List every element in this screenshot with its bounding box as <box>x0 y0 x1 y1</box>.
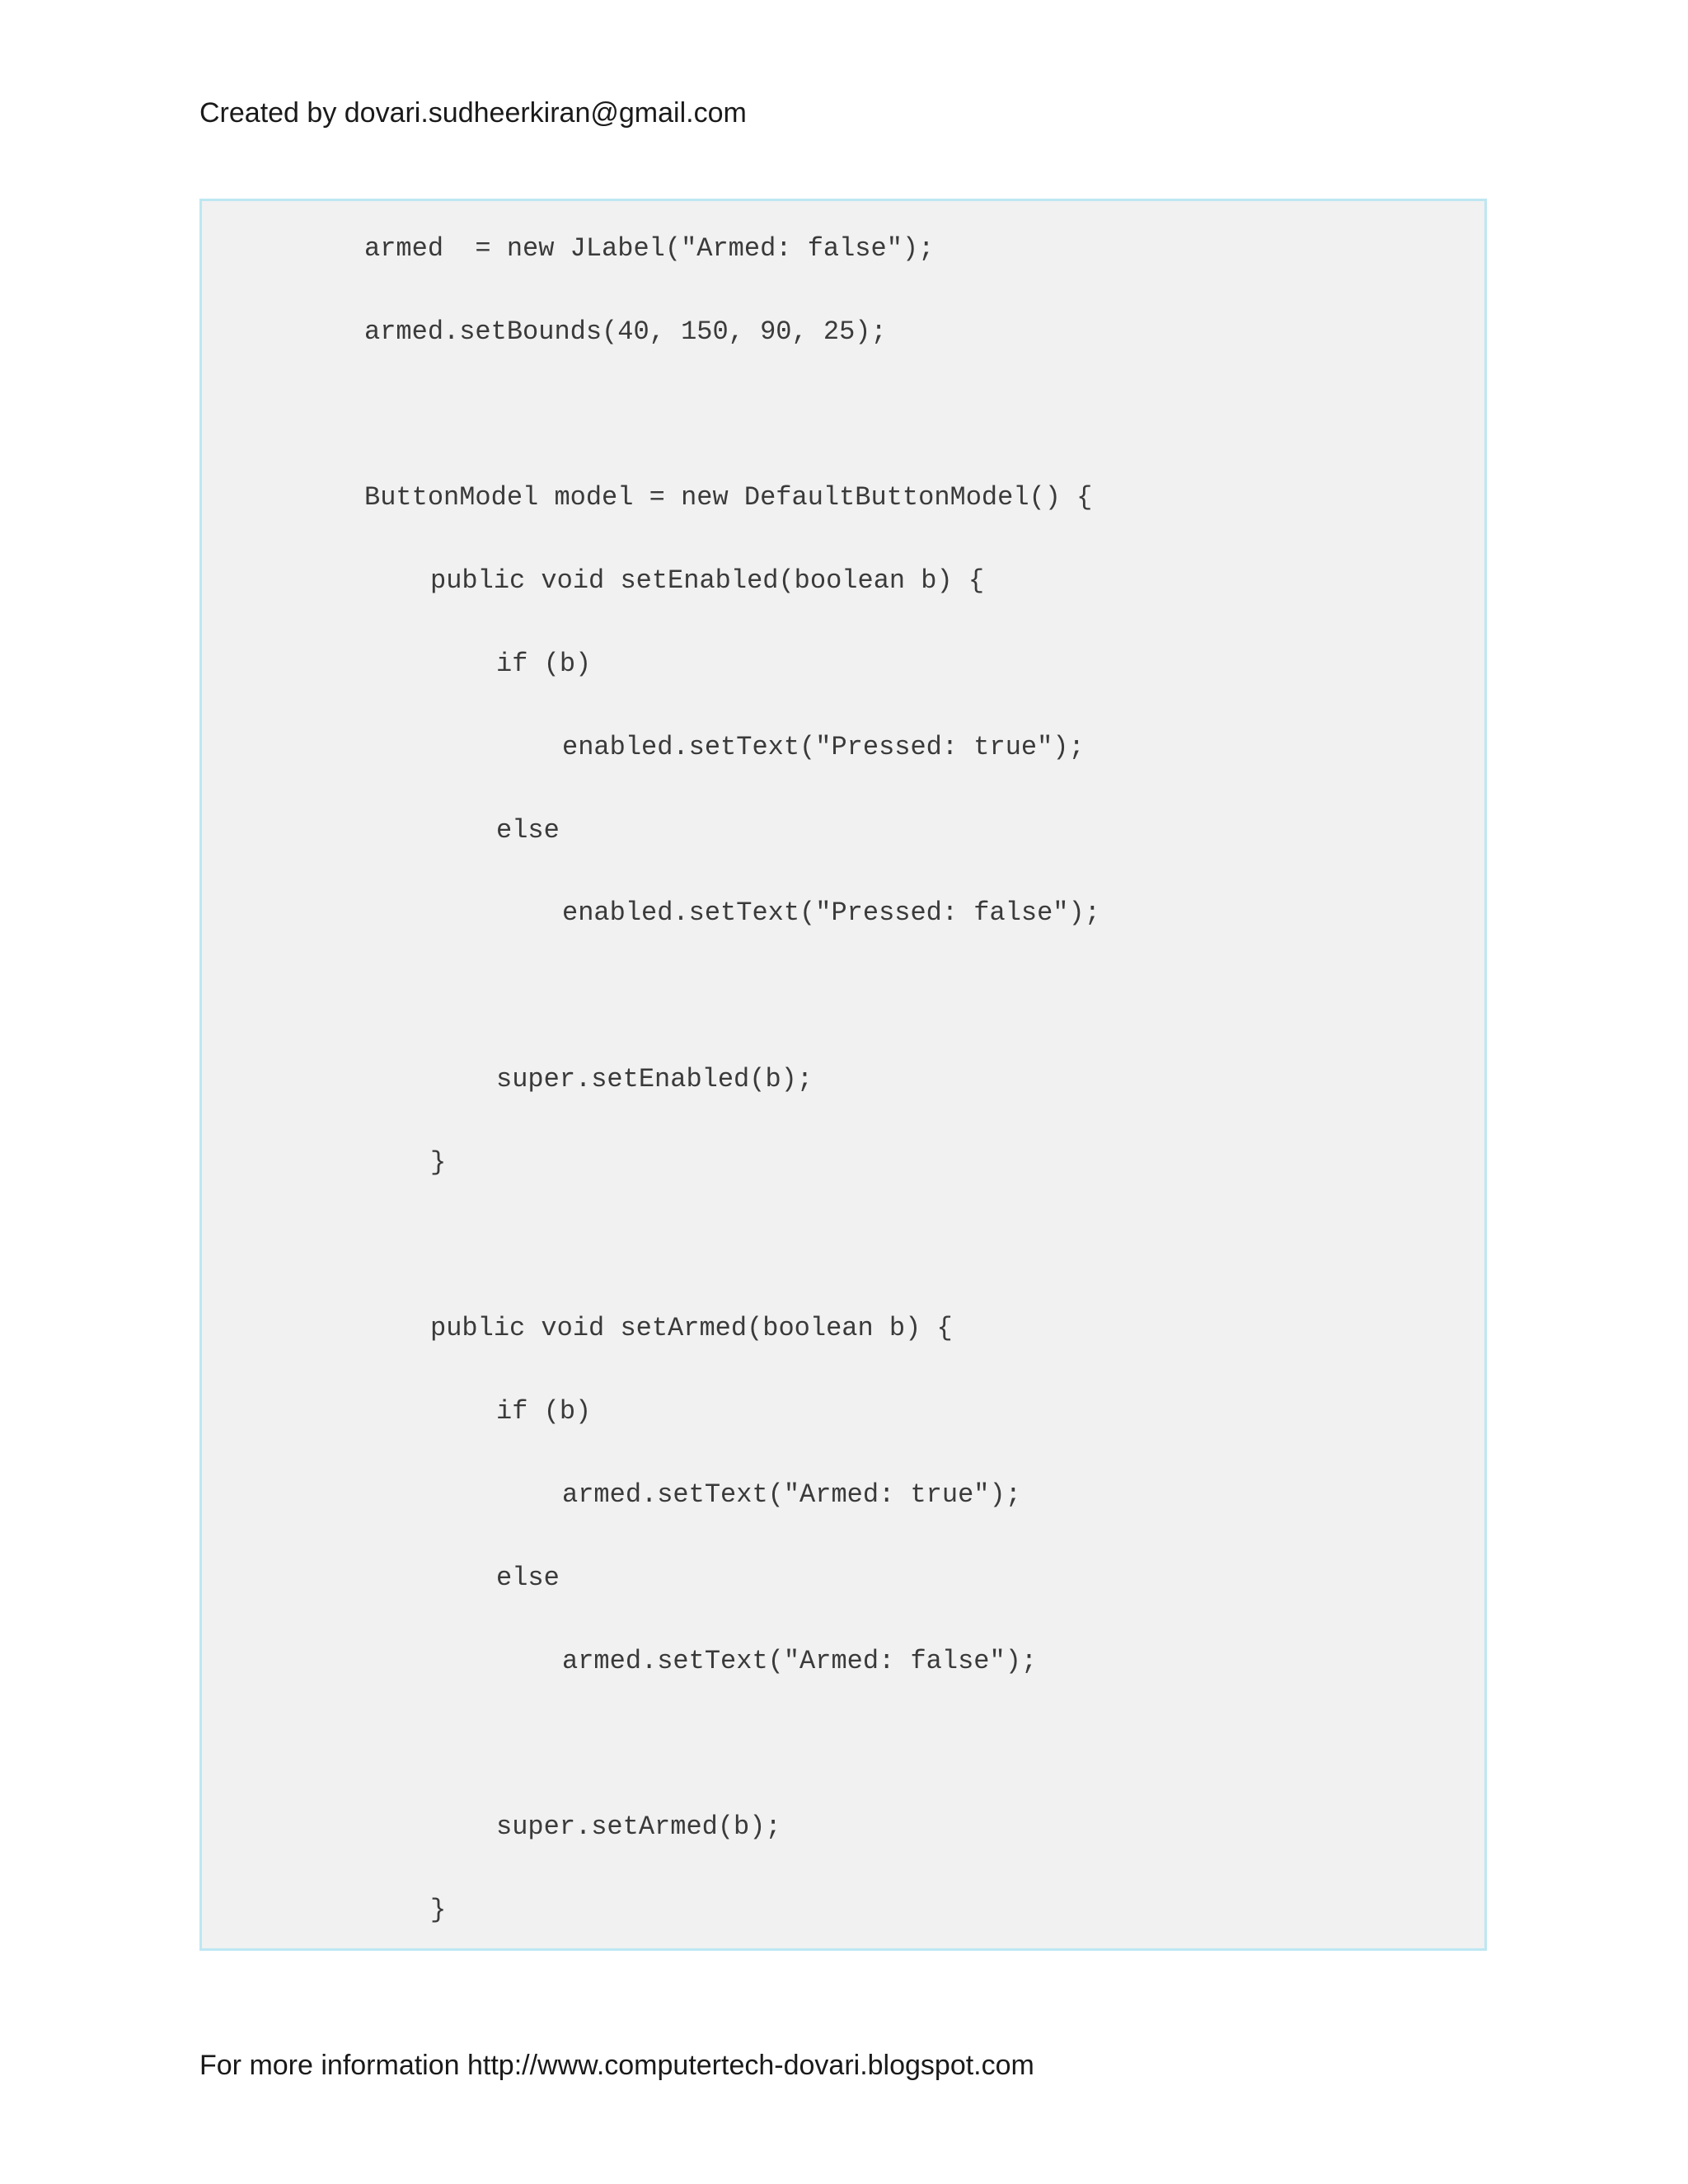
code-line: else <box>496 1563 560 1593</box>
code-line: armed.setText("Armed: false"); <box>562 1646 1038 1676</box>
code-line: } <box>430 1147 447 1178</box>
code-line: if (b) <box>496 649 592 679</box>
code-line: public void setEnabled(boolean b) { <box>430 565 985 596</box>
code-line: enabled.setText("Pressed: false"); <box>562 898 1100 928</box>
code-line: enabled.setText("Pressed: true"); <box>562 732 1085 762</box>
code-line: armed = new JLabel("Armed: false"); <box>364 233 935 264</box>
code-line: super.setEnabled(b); <box>496 1064 814 1094</box>
page-header: Created by dovari.sudheerkiran@gmail.com <box>199 97 747 129</box>
code-line: } <box>430 1895 447 1925</box>
code-line: public void setArmed(boolean b) { <box>430 1313 953 1343</box>
page-footer: For more information http://www.computertech-dovari.blogspot.com <box>199 2050 1034 2081</box>
code-line: ButtonModel model = new DefaultButtonModel() { <box>364 482 1093 513</box>
code-line: armed.setBounds(40, 150, 90, 25); <box>364 316 887 347</box>
code-line: super.setArmed(b); <box>496 1811 781 1842</box>
code-line: armed.setText("Armed: true"); <box>562 1479 1021 1510</box>
code-line: else <box>496 815 560 846</box>
code-block <box>199 199 1487 1951</box>
code-line: if (b) <box>496 1396 592 1427</box>
